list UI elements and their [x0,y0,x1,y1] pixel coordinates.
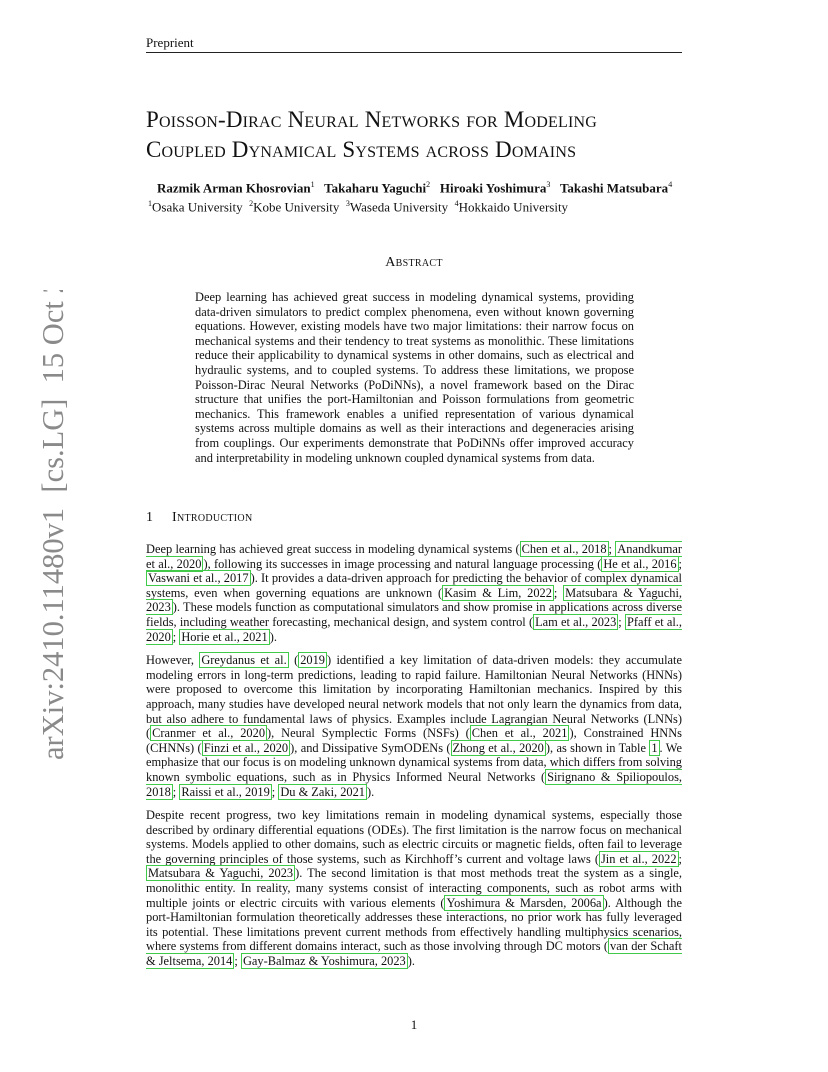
text-run: ; [553,585,564,600]
text-run: ). [407,954,415,969]
text-run: ). [269,629,277,644]
citation-link[interactable]: Vaswani et al., 2017 [148,571,249,586]
text-run: ; [608,542,616,556]
citation-link[interactable]: Jin et al., 2022 [600,851,677,866]
section-heading [146,510,252,526]
affiliation: Hokkaido University [458,199,569,215]
citation-link[interactable]: van der Schaft & Jeltsema, 2014 [146,939,682,969]
text-run: ; [234,954,241,969]
author-name: Razmik Arman Khosrovian [157,180,311,196]
citation-link[interactable]: Chen et al., 2018 [521,542,607,556]
affiliation: Osaka University [152,199,243,215]
arxiv-stamp-text: arXiv:2410.11480v1 [cs.LG] 15 Oct 2024 [36,290,70,760]
text-run: ). These models function as computational simulators and show promise in applications across diverse fields, including weather forecasting, mechanical design, and system control ( [146,600,682,629]
affil-sup: 4 [454,199,459,208]
author-sup: 3 [546,180,551,189]
paragraph [146,653,682,799]
citation-link[interactable]: Gay-Balmaz & Yoshimura, 2023 [242,954,406,969]
citation-link[interactable]: Du & Zaki, 2021 [280,784,365,799]
citation-link[interactable]: Matsubara & Yaguchi, 2023 [148,866,294,881]
citation-link[interactable]: Greydanus et al. [201,653,287,668]
author-sup: 1 [310,180,315,189]
text-run: ) identified a key limitation of data-driven models: they accumulate modeling errors in long-term predictions, leading to rapid failure. Hamiltonian Neural Networks (HNNs) were proposed to overcome this limitation by incorporating Hamiltonian mechanics. Inspired by this approach, many studies have developed neural network models that not only learn the dynamics from data, but also adhere to fundamental laws of physics. Examples include Lagrangian Neural Networks (LNNs) ( [146,653,682,741]
affil-sup: 1 [148,199,152,208]
author-list [157,180,697,196]
text-run: ). [367,784,375,799]
citation-link[interactable]: Yoshimura & Marsden, 2006a [446,895,602,910]
affil-sup: 3 [345,199,350,208]
author-name: Takashi Matsubara [559,180,669,196]
affiliation: Waseda University [349,199,449,215]
text-run: ), as shown in Table [545,740,650,755]
title-line-2: Coupled Dynamical Systems across Domains [146,137,577,162]
text-run: However, [146,653,200,668]
citation-link[interactable]: Kasim & Lim, 2022 [444,585,552,600]
running-head: Preprient [146,35,194,50]
abstract-heading: Abstract [385,255,443,270]
header-rule [146,52,682,53]
title-line-1: Poisson-Dirac Neural Networks for Modeling [146,107,598,132]
affiliation: Kobe University [253,199,340,215]
citation-link[interactable]: Chen et al., 2021 [471,726,568,741]
paragraph [146,542,682,644]
citation-link[interactable]: Pfaff et al., 2020 [146,614,682,644]
citation-link[interactable]: Horie et al., 2021 [181,629,268,644]
section-number: 1 [146,510,153,525]
citation-link[interactable]: Matsubara & Yaguchi, 2023 [146,585,682,615]
citation-link[interactable]: Cranmer et al., 2020 [152,726,266,741]
citation-link[interactable]: He et al., 2016 [603,556,677,571]
text-run: ; [172,784,180,799]
text-run: ). Although the port-Hamiltonian formulation theoretically addresses these interactions, no prior work has fully leveraged its potential. These limitations prevent current methods from effectively handling multiphysics scenarios, where systems from different domains interact, such as those involving through DC motors ( [146,895,682,954]
citation-link[interactable]: Anandkumar et al., 2020 [146,542,682,571]
arxiv-stamp [27,290,75,760]
citation-link[interactable]: 2019 [300,653,325,668]
paper-title [146,105,706,165]
affiliation-list [148,199,688,215]
citation-link[interactable]: Lam et al., 2023 [535,614,617,629]
text-run: ), Constrained HNNs (CHNNs) ( [146,726,682,755]
text-run: ; [271,784,279,799]
text-run: Deep learning has achieved great success in modeling dynamical systems ( [146,542,520,556]
affil-sup: 2 [249,199,254,208]
text-run: Despite recent progress, two key limitations remain in modeling dynamical systems, especially those described by ordinary differential equations (ODEs). The first limitation is the narrow focus on mechanical systems. Models applied to other domains, such as electric circuits or magnetic fields, often fail to leverage the governing principles of those systems, such as Kirchhoff’s current and voltage laws ( [146,808,682,866]
author-name: Hiroaki Yoshimura [439,180,547,196]
text-run: . We emphasize that our focus is on modeling unknown dynamical systems from data, which differs from solving known symbolic equations, such as in Physics Informed Neural Networks ( [146,740,682,784]
body-text [146,542,682,978]
text-run: ), following its successes in image processing and natural language processing ( [203,556,602,571]
text-run: ). It provides a data-driven approach for predicting the behavior of complex dynamical systems, even when governing equations are unknown ( [146,571,682,600]
author-sup: 4 [668,180,673,189]
section-title: Introduction [172,510,253,525]
citation-link[interactable]: Zhong et al., 2020 [452,740,544,755]
paragraph [146,808,682,969]
text-run: ). The second limitation is that most methods treat the system as a single, monolithic entity. In reality, many systems consist of interacting components, such as robot arms with multiple joints or electric circuits with various elements ( [146,866,683,910]
text-run: ; [678,851,682,866]
abstract-text: Deep learning has achieved great success in modeling dynamical systems, providing data-driven simulators to predict complex phenomena, even without known governing equations. However, existing models have two major limitations: their narrow focus on mechanical systems and their tendency to treat systems as monolithic. These limitations reduce their applicability to dynamical systems in other domains, such as electrical and hydraulic systems, and to coupled systems. To address these limitations, we propose Poisson-Dirac Neural Networks (PoDiNNs), a novel framework based on the Dirac structure that unifies the port-Hamiltonian and Poisson formulations from geometric mechanics. This framework enables a unified representation of various dynamical systems across multiple domains as well as their interactions and degeneracies arising from couplings. Our experiments demonstrate that PoDiNNs offer improved accuracy and interpretability in modeling unknown coupled dynamical systems from data. [195,290,634,465]
citation-link[interactable]: Finzi et al., 2020 [203,740,289,755]
text-run: ), and Dissipative SymODENs ( [290,740,451,755]
text-run: ; [678,556,682,571]
citation-link[interactable]: Sirignano & Spiliopoulos, 2018 [146,769,682,799]
citation-link[interactable]: Raissi et al., 2019 [181,784,270,799]
text-run: ), Neural Symplectic Forms (NSFs) ( [267,726,470,741]
text-run: ; [172,629,180,644]
author-name: Takaharu Yaguchi [324,180,427,196]
text-run: ( [288,653,299,668]
text-run: ; [618,614,625,629]
table-ref-link[interactable]: 1 [651,740,658,755]
page-number: 1 [410,1017,418,1032]
author-sup: 2 [426,180,431,189]
